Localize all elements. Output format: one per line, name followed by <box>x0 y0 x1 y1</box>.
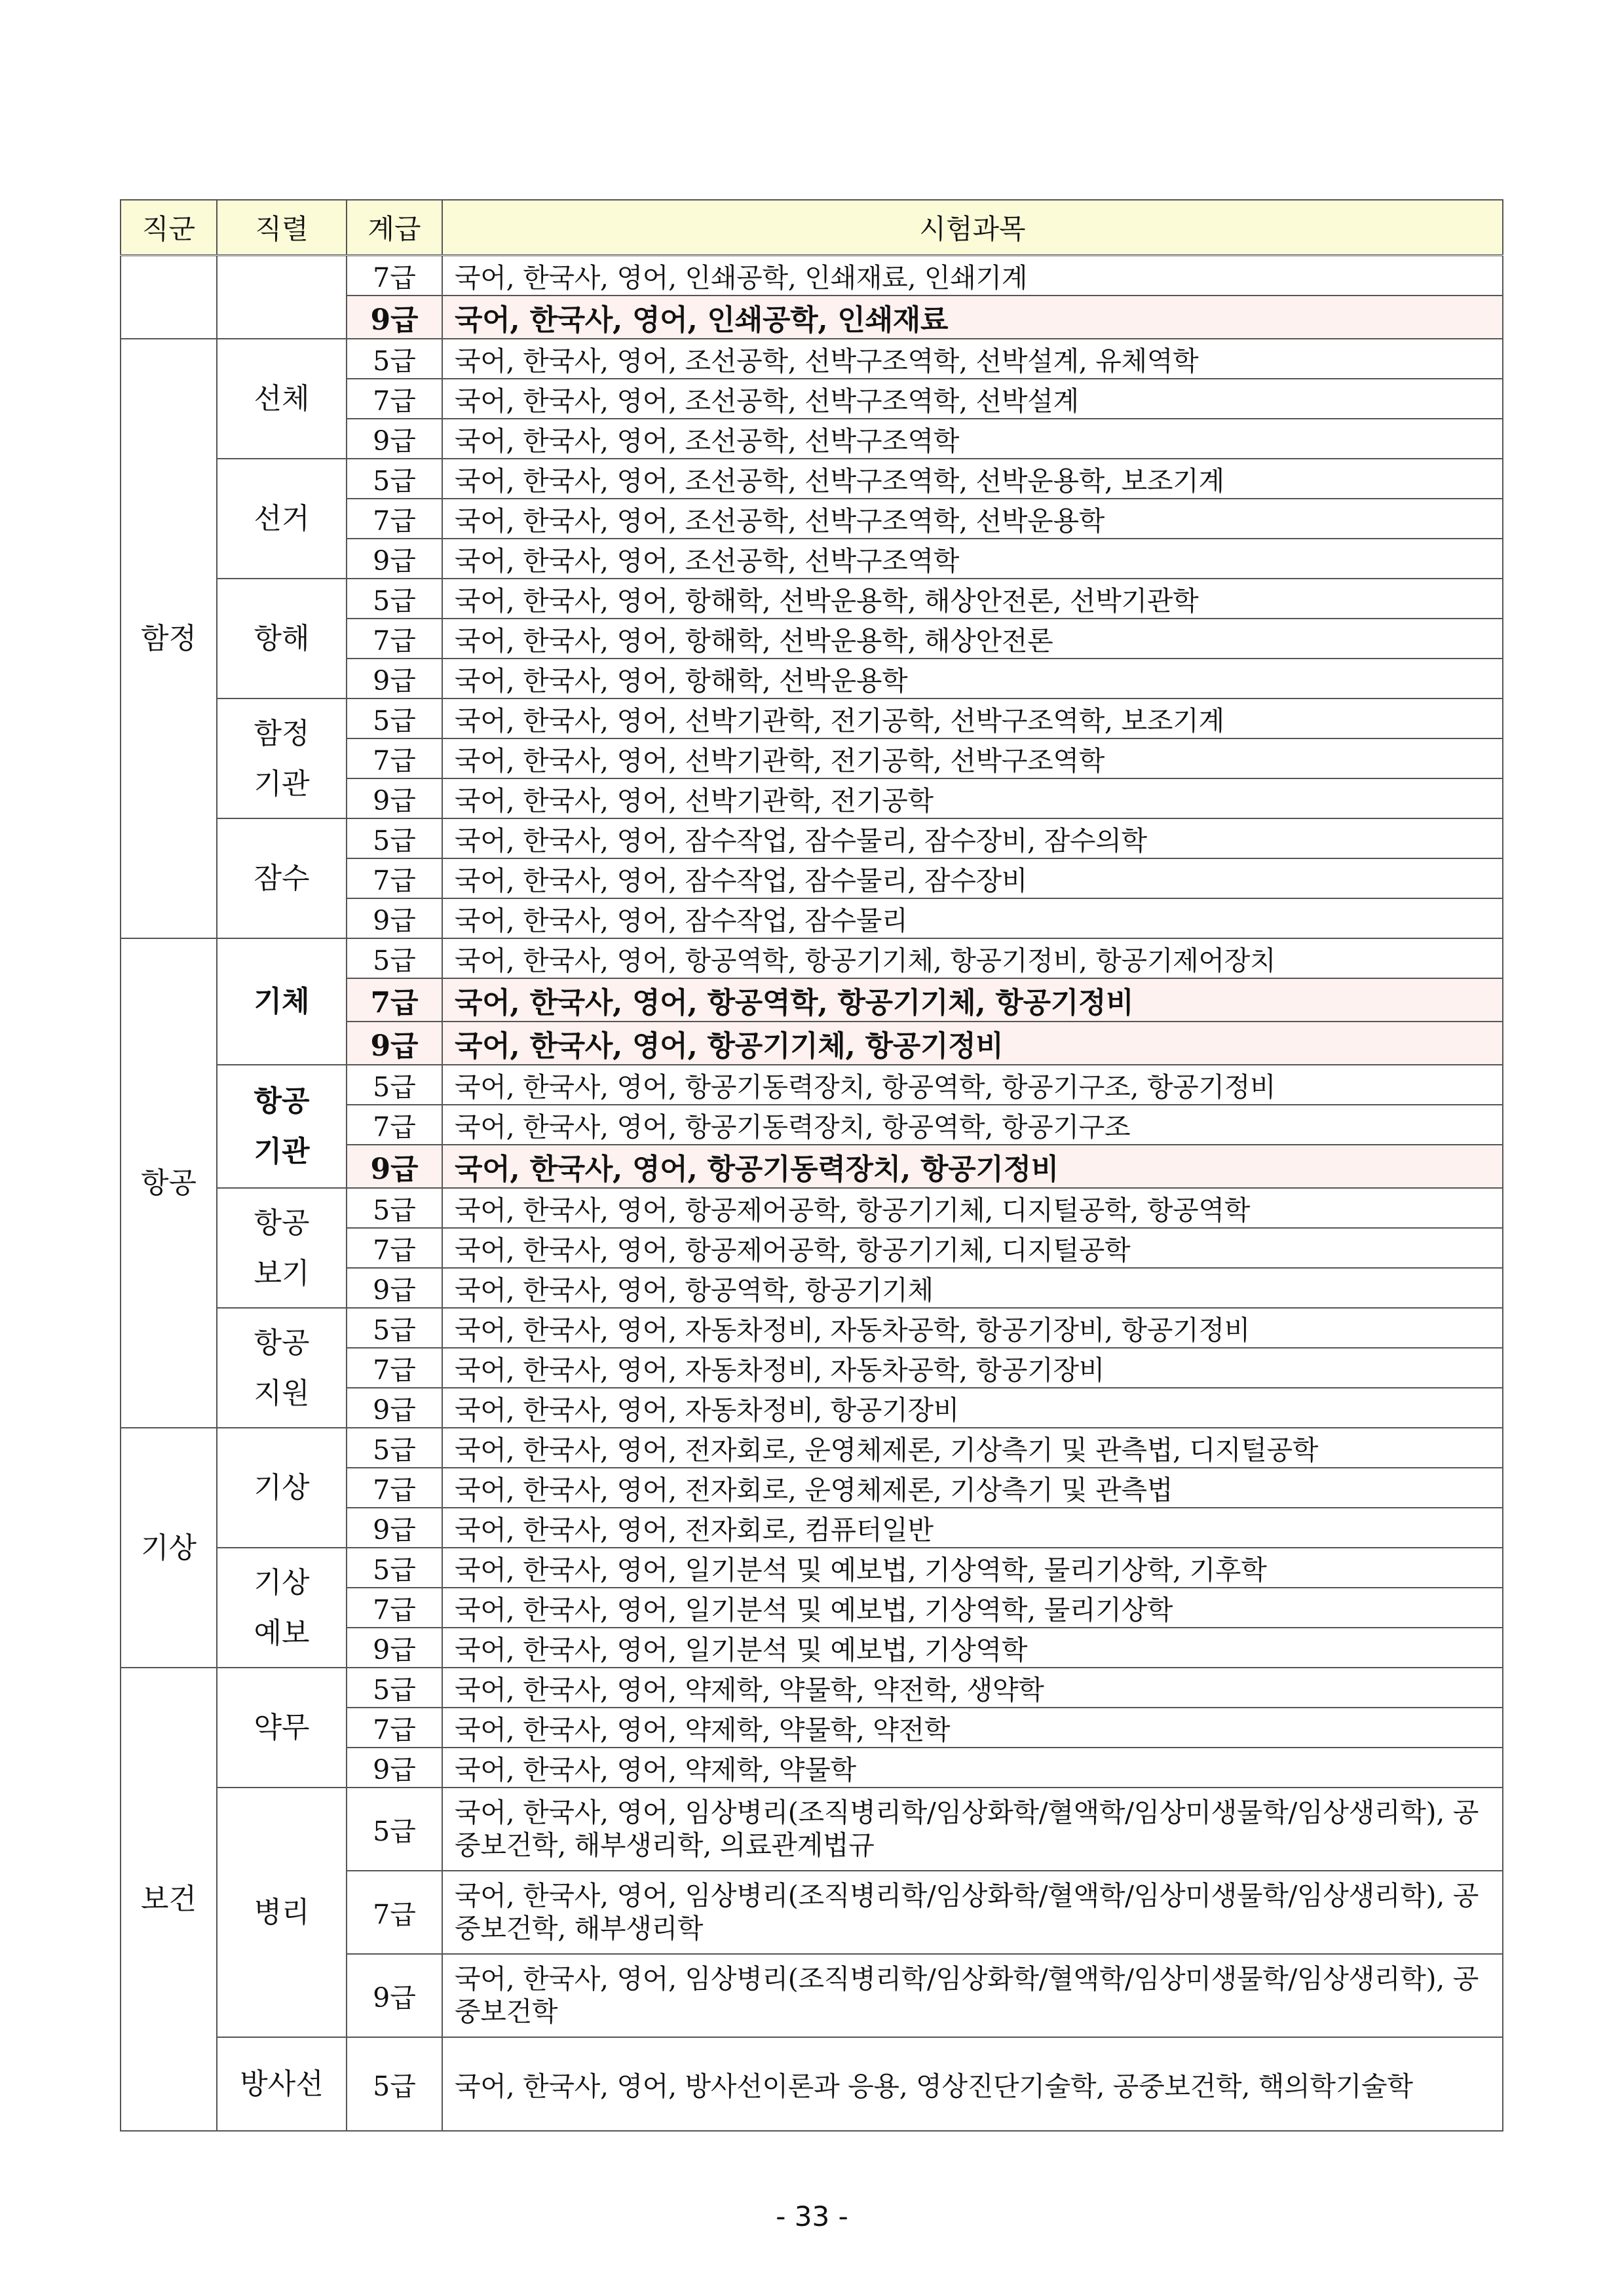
grade-cell: 7급 <box>347 978 442 1022</box>
header-grade: 계급 <box>347 200 442 256</box>
subjects-cell: 국어, 한국사, 영어, 전자회로, 운영체제론, 기상측기 및 관측법, 디지털공학 <box>442 1428 1503 1468</box>
subjects-cell: 국어, 한국사, 영어, 항공기동력장치, 항공역학, 항공기구조 <box>442 1105 1503 1145</box>
grade-cell: 7급 <box>347 1348 442 1388</box>
subjects-cell: 국어, 한국사, 영어, 자동차정비, 자동차공학, 항공기장비 <box>442 1348 1503 1388</box>
grade-cell: 5급 <box>347 1668 442 1708</box>
subjects-cell: 국어, 한국사, 영어, 조선공학, 선박구조역학, 선박설계, 유체역학 <box>442 339 1503 379</box>
subjects-cell: 국어, 한국사, 영어, 항해학, 선박운용학, 해상안전론, 선박기관학 <box>442 579 1503 619</box>
subjects-cell: 국어, 한국사, 영어, 항공역학, 항공기기체 <box>442 1268 1503 1308</box>
subjects-cell: 국어, 한국사, 영어, 조선공학, 선박구조역학 <box>442 419 1503 459</box>
table-row <box>121 1788 1503 1871</box>
grade-cell: 7급 <box>347 619 442 659</box>
job-series-cell <box>217 256 347 339</box>
series-line: 지원 <box>254 1376 310 1410</box>
job-series-cell: 잠수 <box>217 818 347 938</box>
job-series-cell: 기체 <box>217 938 347 1065</box>
job-series-cell <box>217 698 347 818</box>
grade-cell: 5급 <box>347 459 442 499</box>
subjects-cell: 국어, 한국사, 영어, 항공제어공학, 항공기기체, 디지털공학, 항공역학 <box>442 1188 1503 1228</box>
subjects-cell: 국어, 한국사, 영어, 전자회로, 컴퓨터일반 <box>442 1508 1503 1548</box>
subjects-cell: 국어, 한국사, 영어, 조선공학, 선박구조역학, 선박운용학, 보조기계 <box>442 459 1503 499</box>
grade-cell: 5급 <box>347 1548 442 1588</box>
grade-cell: 5급 <box>347 2037 442 2131</box>
grade-cell: 7급 <box>347 256 442 296</box>
grade-cell: 7급 <box>347 379 442 419</box>
subjects-cell: 국어, 한국사, 영어, 잠수작업, 잠수물리, 잠수장비, 잠수의학 <box>442 818 1503 858</box>
grade-cell: 9급 <box>347 1628 442 1668</box>
job-series-cell <box>217 1065 347 1188</box>
job-series-cell <box>217 1548 347 1668</box>
subjects-cell: 국어, 한국사, 영어, 일기분석 및 예보법, 기상역학 <box>442 1628 1503 1668</box>
grade-cell: 5급 <box>347 938 442 978</box>
series-line: 기관 <box>254 767 310 801</box>
subjects-cell: 국어, 한국사, 영어, 조선공학, 선박구조역학 <box>442 539 1503 579</box>
grade-cell: 5급 <box>347 1308 442 1348</box>
job-series-cell <box>217 1188 347 1308</box>
grade-cell: 7급 <box>347 1105 442 1145</box>
table-row <box>121 1188 1503 1228</box>
grade-cell: 7급 <box>347 858 442 898</box>
series-line: 기상 <box>254 1565 310 1599</box>
job-series-cell: 약무 <box>217 1668 347 1788</box>
table-row <box>121 459 1503 499</box>
grade-cell: 7급 <box>347 1708 442 1748</box>
subjects-cell: 국어, 한국사, 영어, 선박기관학, 전기공학, 선박구조역학, 보조기계 <box>442 698 1503 738</box>
subjects-cell: 국어, 한국사, 영어, 인쇄공학, 인쇄재료 <box>442 296 1503 339</box>
series-line: 보기 <box>254 1256 310 1290</box>
table-row <box>121 1065 1503 1105</box>
job-group-cell <box>121 256 217 339</box>
grade-cell: 5급 <box>347 339 442 379</box>
grade-cell: 5급 <box>347 698 442 738</box>
job-series-cell: 선거 <box>217 459 347 579</box>
subjects-cell: 국어, 한국사, 영어, 임상병리(조직병리학/임상화학/혈액학/임상미생물학/임상생리학), 공중보건학, 해부생리학, 의료관계법규 <box>442 1788 1503 1871</box>
subjects-cell: 국어, 한국사, 영어, 항공제어공학, 항공기기체, 디지털공학 <box>442 1228 1503 1268</box>
subjects-cell: 국어, 한국사, 영어, 항공기동력장치, 항공역학, 항공기구조, 항공기정비 <box>442 1065 1503 1105</box>
table-row <box>121 938 1503 978</box>
grade-cell: 9급 <box>347 778 442 818</box>
table-row <box>121 2037 1503 2131</box>
table-row <box>121 256 1503 296</box>
subjects-cell: 국어, 한국사, 영어, 약제학, 약물학 <box>442 1748 1503 1788</box>
grade-cell: 9급 <box>347 1954 442 2037</box>
grade-cell: 5급 <box>347 579 442 619</box>
grade-cell: 7급 <box>347 1588 442 1628</box>
subjects-cell: 국어, 한국사, 영어, 항공기기체, 항공기정비 <box>442 1022 1503 1065</box>
grade-cell: 7급 <box>347 1871 442 1954</box>
subjects-cell: 국어, 한국사, 영어, 인쇄공학, 인쇄재료, 인쇄기계 <box>442 256 1503 296</box>
grade-cell: 5급 <box>347 1065 442 1105</box>
grade-cell: 9급 <box>347 1748 442 1788</box>
series-line: 항공 <box>254 1326 310 1360</box>
job-group-cell: 기상 <box>121 1428 217 1668</box>
job-group-cell: 보건 <box>121 1668 217 2131</box>
table-row <box>121 1668 1503 1708</box>
subjects-cell: 국어, 한국사, 영어, 임상병리(조직병리학/임상화학/혈액학/임상미생물학/임상생리학), 공중보건학, 해부생리학 <box>442 1871 1503 1954</box>
job-group-cell: 항공 <box>121 938 217 1428</box>
job-series-cell: 기상 <box>217 1428 347 1548</box>
series-line: 예보 <box>254 1616 310 1650</box>
grade-cell: 9급 <box>347 419 442 459</box>
grade-cell: 9급 <box>347 1268 442 1308</box>
table-row <box>121 339 1503 379</box>
grade-cell: 7급 <box>347 499 442 539</box>
subjects-cell: 국어, 한국사, 영어, 임상병리(조직병리학/임상화학/혈액학/임상미생물학/임상생리학), 공중보건학 <box>442 1954 1503 2037</box>
header-job-group: 직군 <box>121 200 217 256</box>
grade-cell: 9급 <box>347 296 442 339</box>
exam-subjects-table <box>120 199 1503 2132</box>
subjects-cell: 국어, 한국사, 영어, 항공역학, 항공기기체, 항공기정비, 항공기제어장치 <box>442 938 1503 978</box>
table-row <box>121 698 1503 738</box>
grade-cell: 7급 <box>347 1228 442 1268</box>
table-row <box>121 1548 1503 1588</box>
job-series-cell: 항해 <box>217 579 347 698</box>
subjects-cell: 국어, 한국사, 영어, 항공기동력장치, 항공기정비 <box>442 1145 1503 1188</box>
grade-cell: 9급 <box>347 898 442 938</box>
subjects-cell: 국어, 한국사, 영어, 약제학, 약물학, 약전학, 생약학 <box>442 1668 1503 1708</box>
grade-cell: 9급 <box>347 1022 442 1065</box>
grade-cell: 5급 <box>347 1788 442 1871</box>
subjects-cell: 국어, 한국사, 영어, 일기분석 및 예보법, 기상역학, 물리기상학 <box>442 1588 1503 1628</box>
series-line: 항공 <box>254 1206 310 1240</box>
grade-cell: 9급 <box>347 1508 442 1548</box>
subjects-cell: 국어, 한국사, 영어, 선박기관학, 전기공학 <box>442 778 1503 818</box>
series-line: 함정 <box>254 716 310 750</box>
grade-cell: 5급 <box>347 1188 442 1228</box>
page-number: - 33 - <box>776 2200 848 2232</box>
subjects-cell: 국어, 한국사, 영어, 전자회로, 운영체제론, 기상측기 및 관측법 <box>442 1468 1503 1508</box>
subjects-cell: 국어, 한국사, 영어, 약제학, 약물학, 약전학 <box>442 1708 1503 1748</box>
table-row <box>121 818 1503 858</box>
subjects-cell: 국어, 한국사, 영어, 잠수작업, 잠수물리 <box>442 898 1503 938</box>
grade-cell: 9급 <box>347 1145 442 1188</box>
subjects-cell: 국어, 한국사, 영어, 항해학, 선박운용학 <box>442 659 1503 698</box>
job-series-cell: 병리 <box>217 1788 347 2037</box>
table-row <box>121 1428 1503 1468</box>
table-row <box>121 579 1503 619</box>
grade-cell: 9급 <box>347 1388 442 1428</box>
grade-cell: 7급 <box>347 738 442 778</box>
job-series-cell <box>217 1308 347 1428</box>
grade-cell: 5급 <box>347 818 442 858</box>
subjects-cell: 국어, 한국사, 영어, 잠수작업, 잠수물리, 잠수장비 <box>442 858 1503 898</box>
subjects-cell: 국어, 한국사, 영어, 항해학, 선박운용학, 해상안전론 <box>442 619 1503 659</box>
subjects-cell: 국어, 한국사, 영어, 일기분석 및 예보법, 기상역학, 물리기상학, 기후학 <box>442 1548 1503 1588</box>
series-line: 기관 <box>254 1135 310 1168</box>
subjects-cell: 국어, 한국사, 영어, 항공역학, 항공기기체, 항공기정비 <box>442 978 1503 1022</box>
subjects-cell: 국어, 한국사, 영어, 조선공학, 선박구조역학, 선박설계 <box>442 379 1503 419</box>
table-row <box>121 1308 1503 1348</box>
header-subjects: 시험과목 <box>442 200 1503 256</box>
subjects-cell: 국어, 한국사, 영어, 자동차정비, 자동차공학, 항공기장비, 항공기정비 <box>442 1308 1503 1348</box>
series-line: 항공 <box>254 1084 310 1118</box>
subjects-cell: 국어, 한국사, 영어, 선박기관학, 전기공학, 선박구조역학 <box>442 738 1503 778</box>
job-group-cell: 함정 <box>121 339 217 938</box>
grade-cell: 7급 <box>347 1468 442 1508</box>
grade-cell: 9급 <box>347 539 442 579</box>
subjects-cell: 국어, 한국사, 영어, 방사선이론과 응용, 영상진단기술학, 공중보건학, 핵의학기술학 <box>442 2037 1503 2131</box>
table-header-row <box>121 200 1503 256</box>
grade-cell: 5급 <box>347 1428 442 1468</box>
job-series-cell: 방사선 <box>217 2037 347 2131</box>
grade-cell: 9급 <box>347 659 442 698</box>
subjects-cell: 국어, 한국사, 영어, 조선공학, 선박구조역학, 선박운용학 <box>442 499 1503 539</box>
job-series-cell: 선체 <box>217 339 347 459</box>
subjects-cell: 국어, 한국사, 영어, 자동차정비, 항공기장비 <box>442 1388 1503 1428</box>
header-job-series: 직렬 <box>217 200 347 256</box>
